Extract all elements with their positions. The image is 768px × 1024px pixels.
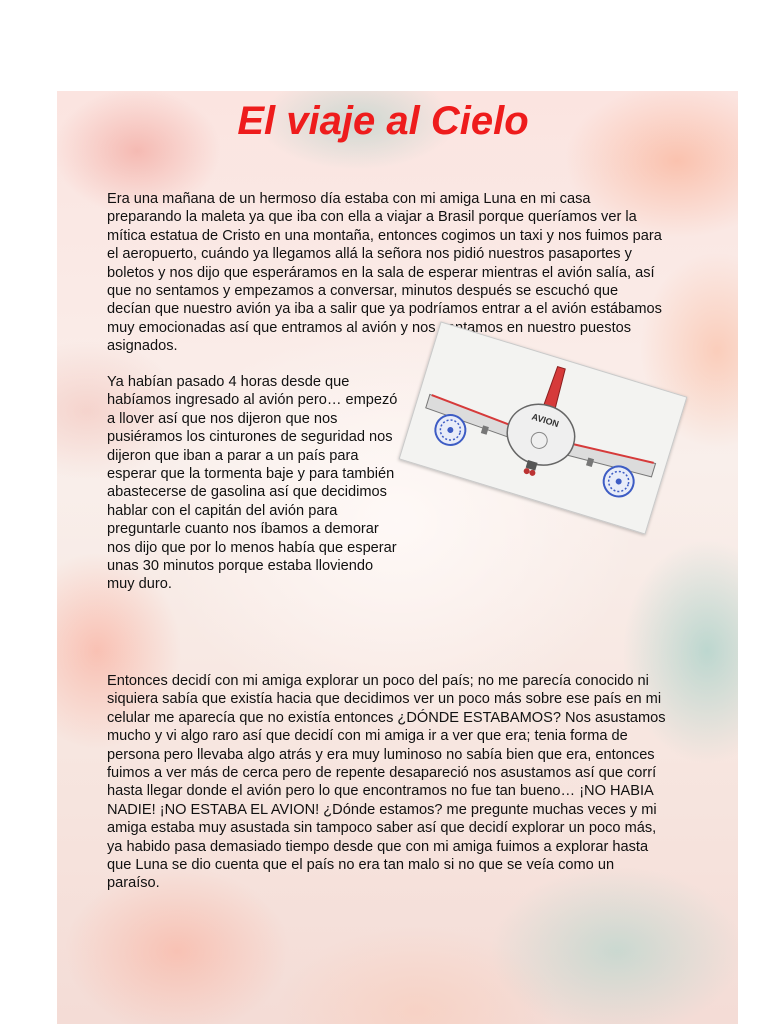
fuselage (500, 396, 583, 473)
paragraph-2: Ya habían pasado 4 horas desde que habíamos ingresado al avión pero… empezó a llover así que nos dijeron que nos pusiéramos los cinturones de seguridad nos dijeron que iban a parar a un país para esperar que la tormenta baje y para también abastecerse de gasolina así que decidimos hablar con el capitán del avión para preguntarle cuanto nos íbamos a demorar nos dijo que por lo menos había que esperar unas 30 minutos porque estaba lloviendo muy duro. (107, 374, 398, 593)
paragraph-1: Era una mañana de un hermoso día estaba con mi amiga Luna en mi casa preparando la maleta ya que iba con ella a viajar a Brasil porque queríamos ver la mítica estatua de Cristo en una montaña, entonces cogimos un taxi y nos fuimos para el aeropuerto, cuándo ya llegamos allá la señora nos pidió nuestros pasaportes y boletos y nos dijo que esperáramos en la sala de esperar mientras el avión salía, así que no sentamos y empezamos a conversar, minutos después se escuchó que decían que nuestro avión ya iba a salir que ya podríamos entrar a el avión estábamos muy emocionadas así que entramos al avión y nos sentamos en nuestro puestos asignados. (107, 191, 662, 355)
document-title: El viaje al Cielo (237, 99, 529, 143)
tail-fin (543, 366, 567, 410)
fuselage-label: AVION (530, 411, 561, 430)
document-page (57, 91, 738, 1024)
paragraph-3: Entonces decidí con mi amiga explorar un poco del país; no me parecía conocido ni siquiera sabía que existía hacia que decidimos ver un poco más sobre ese país en mi celular me aparecía que no existía entonces ¿DÓNDE ESTABAMOS? Nos asustamos mucho y vi algo raro así que decidí con mi amiga ir a ver que era; tenia forma de persona pero llevaba algo atrás y era muy luminoso no sabía bien que era, entonces fuimos a ver más de cerca pero de repente desapareció nos asustamos así que corrí hasta llegar donde el avión pero lo que encontramos no fue tan bueno… ¡NO HABIA NADIE! ¡NO ESTABA EL AVION! ¿Dónde estamos? me pregunte muchas veces y mi amiga estaba muy asustada sin tampoco saber así que decidí explorar un poco más, ya habido pasa demasiado tiempo desde que con mi amiga fuimos a explorar hasta que Luna se dio cuenta que el país no era tan malo si no que se veía como un paraíso. (107, 673, 666, 892)
